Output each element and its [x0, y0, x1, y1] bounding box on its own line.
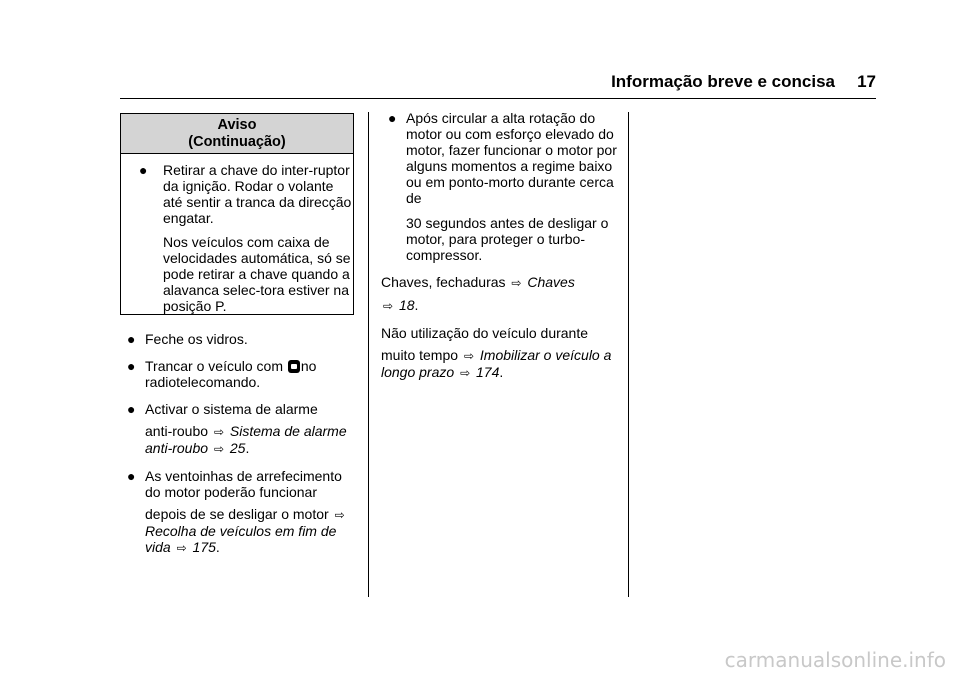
reference-arrow-icon: ⇨ [460, 366, 471, 380]
reference-arrow-icon: ⇨ [176, 541, 187, 555]
reference-arrow-icon: ⇨ [213, 442, 224, 456]
warning-box-header [121, 114, 353, 154]
paragraph-text: Não utilização do veículo durante [381, 325, 589, 341]
list-item-text: Trancar o veículo com [145, 358, 283, 374]
reference-arrow-icon: ⇨ [511, 276, 522, 290]
warning-box-body [121, 154, 353, 314]
list-item-line: anti-roubo ⇨ Sistema de alarme anti-roubo ⇨ 25. [145, 423, 347, 456]
bullet-marker: ● [127, 331, 136, 347]
cross-reference-link[interactable]: Chaves [527, 274, 575, 290]
list-item-continuation: 30 segundos antes de desligar o motor, para proteger o turbo-compressor. [406, 215, 609, 263]
bullet-marker: ● [139, 162, 148, 178]
right-column [381, 110, 621, 381]
paragraph-text: Chaves, fechaduras [381, 274, 506, 290]
list-item [120, 358, 360, 390]
list-item-text: Activar o sistema de alarme [145, 401, 318, 417]
bullet-marker: ● [127, 468, 136, 484]
list-item-text: anti-roubo [145, 423, 209, 439]
reference-arrow-icon: ⇨ [463, 349, 474, 363]
list-item-text: Após circular a alta rotação do motor ou com esforço elevado do motor, fazer funcionar o motor por alguns momentos a regime baixo ou em ponto-morto durante cerca de [406, 110, 617, 206]
bullet-marker: ● [127, 358, 136, 374]
reference-arrow-icon: ⇨ [334, 508, 345, 522]
cross-reference-link[interactable]: Sistema de alarme anti-roubo [145, 423, 347, 456]
warning-box [120, 113, 354, 315]
bullet-marker: ● [388, 110, 397, 126]
list-item [120, 331, 360, 347]
header-title: Informação breve e concisa [611, 72, 835, 91]
reference-arrow-icon: ⇨ [213, 425, 224, 439]
reference-arrow-icon: ⇨ [383, 299, 394, 313]
paragraph-line: muito tempo ⇨ Imobilizar o veículo a longo prazo ⇨ 174. [381, 347, 612, 380]
page-reference[interactable]: 175 [192, 539, 216, 555]
warning-title: Aviso [217, 117, 257, 133]
list-item [381, 110, 621, 206]
warning-sub-text: Nos veículos com caixa de velocidades automática, só se pode retirar a chave quando a alavanca selec-tora estiver na posição P. [163, 234, 351, 314]
list-item [120, 401, 360, 457]
list-item-text: Feche os vidros. [145, 331, 248, 347]
header-rule [120, 98, 876, 99]
list-item-text: no radiotelecomando. [145, 358, 317, 390]
list-item-text: depois de se desligar o motor [145, 506, 329, 522]
watermark: carmanualsonline.info [724, 648, 946, 672]
page-reference[interactable]: 18 [398, 297, 415, 313]
warning-subtitle: (Continuação) [188, 134, 286, 150]
list-item-line: depois de se desligar o motor ⇨ Recolha de veículos em fim de vida ⇨ 175. [145, 506, 345, 555]
list-item [120, 468, 360, 556]
cross-reference-link[interactable]: Recolha de veículos em fim de vida [145, 523, 337, 555]
paragraph-line: ⇨ 18. [383, 297, 419, 313]
left-column [120, 331, 360, 567]
list-item-text: As ventoinhas de arrefecimento do motor poderão funcionar [145, 468, 342, 500]
warning-bullet-text: Retirar a chave do inter-ruptor da ignição. Rodar o volante até sentir a tranca da direcção engatar. [163, 162, 352, 226]
column-divider-left [368, 112, 369, 597]
cross-reference-paragraph [381, 325, 621, 381]
column-divider-right [628, 112, 629, 597]
paragraph-text: muito tempo [381, 347, 459, 363]
lock-key-icon [288, 360, 300, 373]
page-number: 17 [857, 72, 876, 91]
page-reference[interactable]: 174 [476, 364, 500, 380]
warning-bullet [121, 162, 353, 226]
bullet-marker: ● [127, 401, 136, 417]
page-reference[interactable]: 25 [229, 440, 246, 456]
cross-reference-link[interactable]: Imobilizar o veículo a longo prazo [381, 347, 612, 380]
cross-reference-paragraph [381, 274, 621, 314]
